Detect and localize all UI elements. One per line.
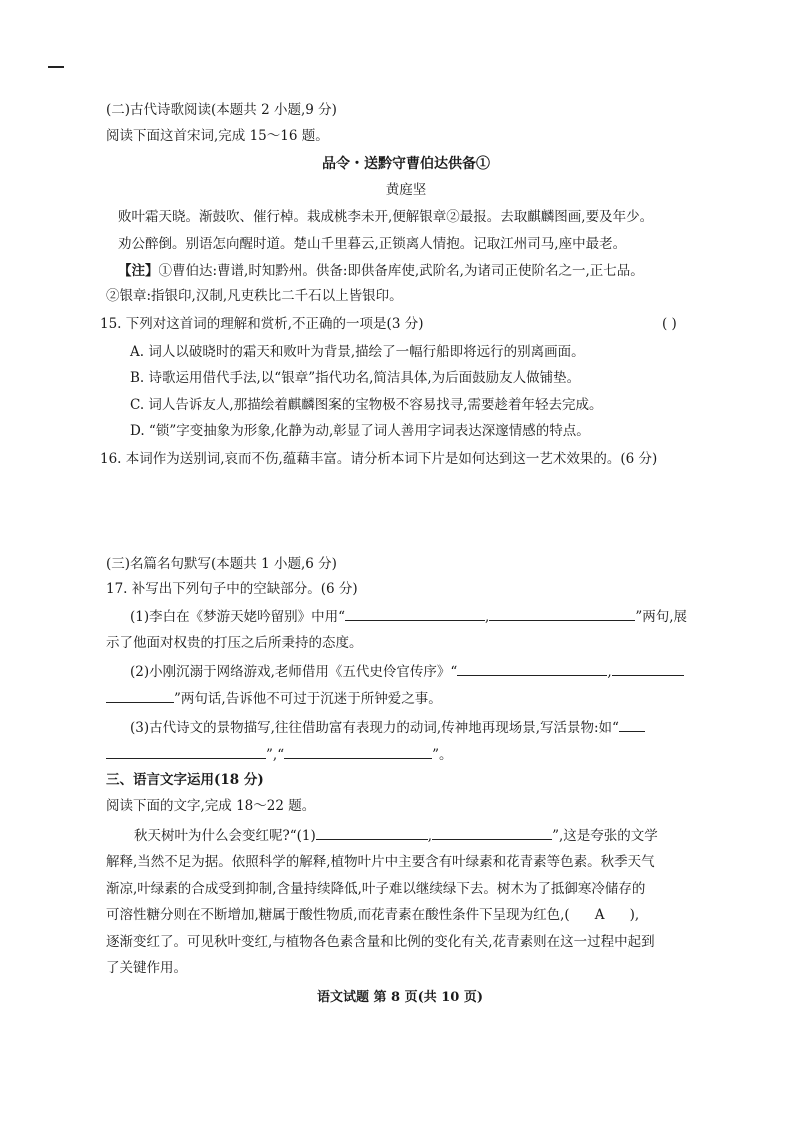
passage-line-3: 渐凉,叶绿素的合成受到抑制,含量持续降低,叶子难以继续绿下去。树木为了抵御寒冷储存的 xyxy=(106,881,646,897)
blank-1[interactable] xyxy=(345,606,485,621)
poem-note-2: ②银章:指银印,汉制,凡吏秩比二千石以上皆银印。 xyxy=(106,288,403,304)
passage-line-2: 解释,当然不足为据。依照科学的解释,植物叶片中主要含有叶绿素和花青素等色素。秋季天气 xyxy=(106,854,655,870)
q17-item-3-cont: ”,“ ”。 xyxy=(106,744,453,765)
q17-item-3: (3)古代诗文的景物描写,往往借助富有表现力的动词,传神地再现场景,写活景物:如“ xyxy=(130,717,645,738)
poem-title: 品令・送黔守曹伯达供备① xyxy=(322,156,490,172)
blank-6[interactable] xyxy=(284,744,432,759)
q15-option-c: C. 词人告诉友人,那描绘着麒麟图案的宝物极不容易找寻,需要趁着年轻去完成。 xyxy=(130,397,603,413)
section3-heading: (三)名篇名句默写(本题共 1 小题,6 分) xyxy=(106,556,337,572)
section2-instruction: 阅读下面这首宋词,完成 15～16 题。 xyxy=(106,128,329,144)
poem-line-1: 败叶霜天晓。渐鼓吹、催行棹。栽成桃李未开,便解银章②最报。去取麒麟图画,要及年少。 xyxy=(118,209,654,225)
blank-3[interactable] xyxy=(457,661,607,676)
blank-5b[interactable] xyxy=(106,744,266,759)
poem-note xyxy=(118,261,644,281)
section2-heading: (二)古代诗歌阅读(本题共 2 小题,9 分) xyxy=(106,102,337,118)
corner-mark xyxy=(48,66,64,68)
page-footer: 语文试题 第 8 页(共 10 页) xyxy=(316,990,484,1005)
note-label: 【注】 xyxy=(118,263,159,279)
answer-a: A xyxy=(594,907,605,923)
q17-item-2: (2)小刚沉溺于网络游戏,老师借用《五代史伶官传序》“ , xyxy=(130,661,684,682)
blank-4b[interactable] xyxy=(106,688,174,703)
q17-item-1-cont: 示了他面对权贵的打压之后所秉持的态度。 xyxy=(106,635,363,651)
q15-option-d: D. “锁”字变抽象为形象,化静为动,彰显了词人善用字词表达深邃情感的特点。 xyxy=(130,423,590,439)
passage-line-1: 秋天树叶为什么会变红呢?“(1) , ”,这是夸张的文学 xyxy=(134,825,658,846)
blank-5[interactable] xyxy=(619,717,645,732)
q16-stem: 16. 本词作为送别词,哀而不伤,蕴藉丰富。请分析本词下片是如何达到这一艺术效果的。(6 分) xyxy=(100,451,658,467)
blank-2[interactable] xyxy=(489,606,635,621)
q15-option-b: B. 诗歌运用借代手法,以“银章”指代功名,简洁具体,为后面鼓励友人做铺垫。 xyxy=(130,370,581,386)
part3-heading: 三、语言文字运用(18 分) xyxy=(106,772,264,788)
blank-8[interactable] xyxy=(432,825,552,840)
q15-stem: 15. 下列对这首词的理解和赏析,不正确的一项是(3 分) xyxy=(100,316,424,332)
blank-7[interactable] xyxy=(316,825,428,840)
q15-answer-paren[interactable]: ( ) xyxy=(662,316,677,332)
poem-author: 黄庭坚 xyxy=(385,182,427,198)
poem-line-2: 劝公醉倒。别语怎向醒时道。楚山千里暮云,正锁离人情抱。记取江州司马,座中最老。 xyxy=(118,236,627,252)
passage-line-6: 了关键作用。 xyxy=(106,960,187,976)
blank-4[interactable] xyxy=(612,661,684,676)
part3-instruction: 阅读下面的文字,完成 18～22 题。 xyxy=(106,798,316,814)
q17-item-1: (1)李白在《梦游天姥吟留别》中用“ , ”两句,展 xyxy=(130,606,687,627)
q17-item-2-cont: ”两句话,告诉他不可过于沉迷于所钟爱之事。 xyxy=(106,688,442,709)
passage-line-5: 逐渐变红了。可见秋叶变红,与植物各色素含量和比例的变化有关,花青素则在这一过程中起到 xyxy=(106,934,655,950)
q15-option-a: A. 词人以破晓时的霜天和败叶为背景,描绘了一幅行船即将远行的别离画面。 xyxy=(130,344,585,360)
note-line-1: ①曹伯达:曹谱,时知黔州。供备:即供备库使,武阶名,为诸司正使阶名之一,正七品。 xyxy=(158,263,644,279)
q17-stem: 17. 补写出下列句子中的空缺部分。(6 分) xyxy=(106,581,358,597)
passage-line-4: 可溶性糖分则在不断增加,糖属于酸性物质,而花青素在酸性条件下呈现为红色,( A ), xyxy=(106,907,640,923)
